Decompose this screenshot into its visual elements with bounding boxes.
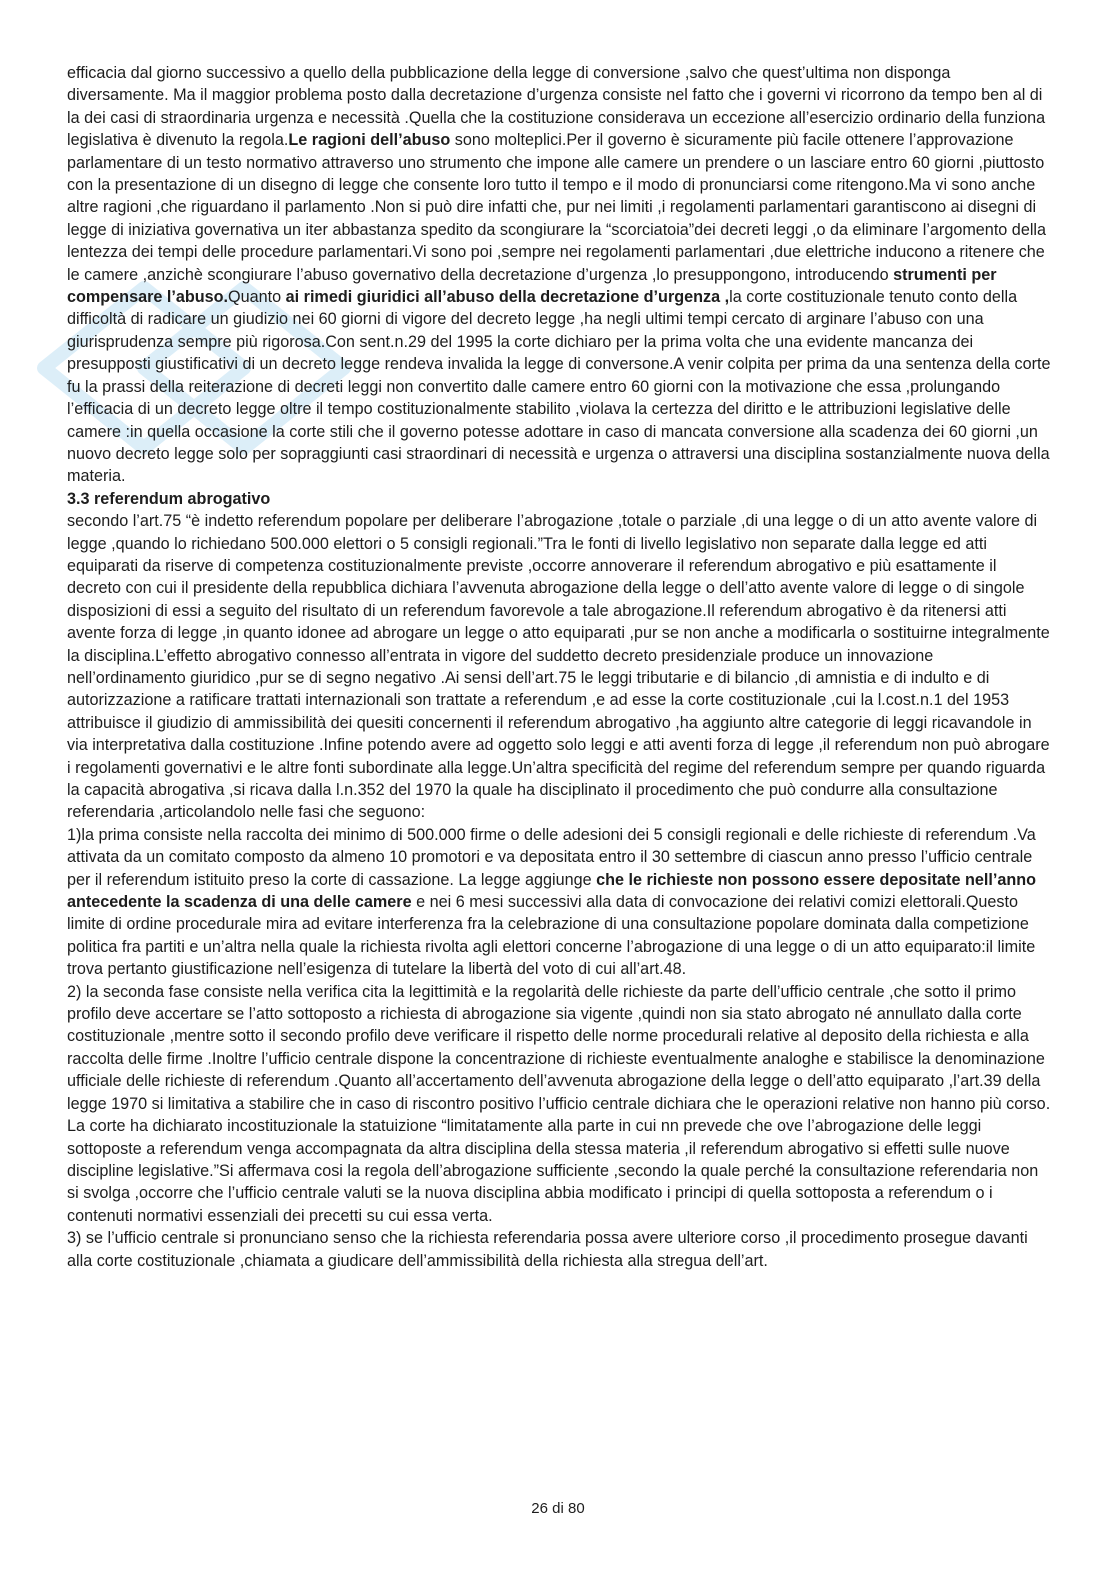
page-number: 26 di 80 (531, 1500, 585, 1517)
paragraph-fase-2 (67, 981, 1053, 1227)
paragraph-referendum-intro (67, 510, 1053, 824)
bold-text-run: ai rimedi giuridici all’abuso della decretazione d’urgenza , (285, 288, 730, 307)
bold-text-run: Le ragioni dell’abuso (288, 131, 451, 150)
text-run: Quanto (228, 288, 286, 307)
text-run: la corte costituzionale tenuto conto della difficoltà di radicare un giudizio nei 60 giorni di vigore del decreto legge ,ha negli ultimi tempi cercato di arginare l’abuso con una giurisprudenza sempre più rigorosa.Con sent.n.29 del 1995 la corte dichiaro per la prima volta che una evidente mancanza dei presupposti giustificativi di un decreto legge rendeva invalida la legge di conversone.A venir colpita per prima da una sentenza della corte fu la prassi della reiterazione di decreti leggi non convertito dalle camere entro 60 giorni con la motivazione che essa ,prolungando l’efficacia di un decreto legge oltre il tempo costituzionalmente stabilito ,violava la certezza del diritto e le attribuzioni legislative delle camere :in quella occasione la corte stili che il governo potesse adottare in caso di mancata conversione alla scadenza dei 60 giorni ,un nuovo decreto legge solo per sopraggiunti casi straordinari di necessità e urgenza o attraversi una disciplina sostanzialmente nuova della materia. (67, 288, 1051, 486)
text-run: 2) la seconda fase consiste nella verifica cita la legittimità e la regolarità delle richieste da parte dell’ufficio centrale ,che sotto il primo profilo deve accertare se l’atto sottoposto a richiesta di abrogazione sia vigente ,quindi non sia stato abrogato né annullato dalla corte costituzionale ,mentre sotto il secondo profilo deve verificare il rispetto delle norme procedurali relative al deposito della richiesta e alla raccolta delle firme .Inoltre l’ufficio centrale dispone la concentrazione di richieste eventualmente analoghe e stabilisce la denominazione ufficiale delle richieste di referendum .Quanto all’accertamento dell’avvenuta abrogazione della legge o dell’atto equiparato ,l’art.39 della legge 1970 si limitativa a stabilire che in caso di riscontro positivo l’ufficio centrale dichiara che le operazioni relative non hanno più corso. La corte ha dichiarato incostituzionale la statuizione “limitatamente alla parte in cui nn prevede che ove l’abrogazione delle leggi sottoposte a referendum venga accompagnata da altra disciplina della stessa materia ,il referendum abrogativo si effetti sulle nuove discipline legislative.”Si affermava cosi la regola dell’abrogazione sufficiente ,secondo la quale perché la consultazione referendaria non si svolga ,occorre che l’ufficio centrale valuti se la nuova disciplina abbia modificato i principi di quella sottoposta a referendum o i contenuti normativi essenziali dei precetti su cui essa verta. (67, 982, 1051, 1225)
text-run: e nei 6 mesi successivi alla data di convocazione dei relativi comizi elettorali.Questo limite di ordine procedurale mira ad evitare interferenza fra la celebrazione di una consultazione popolare dominata dalla competizione politica fra partiti e un’altra nella quale la richiesta rivolta agli elettori concerne l’abrogazione di una legge o di un atto equiparato:il limite trova pertanto giustificazione nell’esigenza di tutelare la libertà del voto di cui all’art.48. (67, 893, 1036, 979)
section-heading: 3.3 referendum abrogativo (67, 489, 271, 508)
text-run: 1)la prima consiste nella raccolta dei minimo di 500.000 firme o delle adesioni dei 5 consigli regionali e delle richieste di referendum .Va attivata da un comitato composto da almeno 10 promotori e va depositata entro il 30 settembre di ciascun anno presso l’ufficio centrale per il referendum istituito preso la corte di cassazione. La legge aggiunge (67, 825, 1036, 889)
bold-text-run: che le richieste non possono essere depositate nell’anno antecedente la scadenza di una delle camere (67, 870, 1036, 912)
paragraph-decreti-abuso (67, 62, 1053, 488)
bold-text-run: strumenti per compensare l’abuso. (67, 265, 997, 307)
paragraph-fase-3 (67, 1227, 1053, 1272)
paragraph-fase-1 (67, 824, 1053, 981)
text-run: efficacia dal giorno successivo a quello della pubblicazione della legge di conversione ,salvo che quest’ultima non disponga diversamente. Ma il maggior problema posto dalla decretazione d’urgenza consiste nel fatto che i governi vi ricorrono da tempo ben al di la dei casi di straordinaria urgenza e necessità .Quella che la costituzione considerava un eccezione all’esercizio ordinario della funziona legislativa è divenuto la regola. (67, 64, 1046, 150)
document-body (67, 62, 1053, 1272)
text-run: secondo l’art.75 “è indetto referendum popolare per deliberare l’abrogazione ,totale o parziale ,di una legge o di un atto avente valore di legge ,quando lo richiedano 500.000 elettori o 5 consigli regionali.”Tra le fonti di livello legislativo non separate dalla legge ed atti equiparati da riserve di competenza costituzionalmente previste ,occorre annoverare il referendum abrogativo e più esattamente il decreto con cui il presidente della repubblica dichiara l’avvenuta abrogazione della legge o dell’atto avente valore di legge o di singole disposizioni di essi a seguito del risultato di un referendum favorevole a tale abrogazione.Il referendum abrogativo è da ritenersi atti avente forza di legge ,in quanto idonee ad abrogare un legge o atto equiparati ,pur se non anche a modificarla o sostituirne integralmente la disciplina.L’effetto abrogativo connesso all’entrata in vigore del suddetto decreto presidenziale produce un innovazione nell’ordinamento giuridico ,pur se di segno negativo .Ai sensi dell’art.75 le leggi tributarie e di bilancio ,di amnistia e di indulto e di autorizzazione a ratificare trattati internazionali son trattate a referendum ,e ad esse la corte costituzionale ,cui la l.cost.n.1 del 1953 attribuisce il giudizio di ammissibilità dei quesiti concernenti il referendum abrogativo ,ha aggiunto altre categorie di leggi ricavandole in via interpretativa dalla costituzione .Infine potendo avere ad oggetto solo leggi e atti aventi forza di legge ,il referendum non può abrogare i regolamenti governativi e le altre fonti subordinate alla legge.Un’altra specificità del regime del referendum sempre per quando riguarda la capacità abrogativa ,si ricava dalla l.n.352 del 1970 la quale ha disciplinato il procedimento che può condurre alla consultazione referendaria ,articolandolo nelle fasi che seguono: (67, 512, 1050, 822)
text-run: 3) se l’ufficio centrale si pronunciano senso che la richiesta referendaria possa avere ulteriore corso ,il procedimento prosegue davanti alla corte costituzionale ,chiamata a giudicare dell’ammissibilità della richiesta alla stregua dell’art. (67, 1229, 1028, 1270)
text-run: sono molteplici.Per il governo è sicuramente più facile ottenere l’approvazione parlamentare di un testo normativo attraverso uno strumento che impone alle camere un prendere o un lasciare entro 60 giorni ,piuttosto con la presentazione di un disegno di legge che consente loro tutto il tempo e il modo di pronunciarsi come ritengono.Ma vi sono anche altre ragioni ,che riguardano il parlamento .Non si può dire infatti che, pur nei limiti ,i regolamenti parlamentari garantiscono ai disegni di legge di iniziativa governativa un iter abbastanza spedito da scongiurare la “scorciatoia”dei decreti leggi ,o da eliminare l’argomento della lentezza dei tempi delle procedure parlamentari.Vi sono poi ,sempre nei regolamenti parlamentari ,due elettriche inducono a ritenere che le camere ,anzichè scongiurare l’abuso governativo della decretazione d’urgenza ,lo presuppongono, introducendo (67, 131, 1047, 284)
